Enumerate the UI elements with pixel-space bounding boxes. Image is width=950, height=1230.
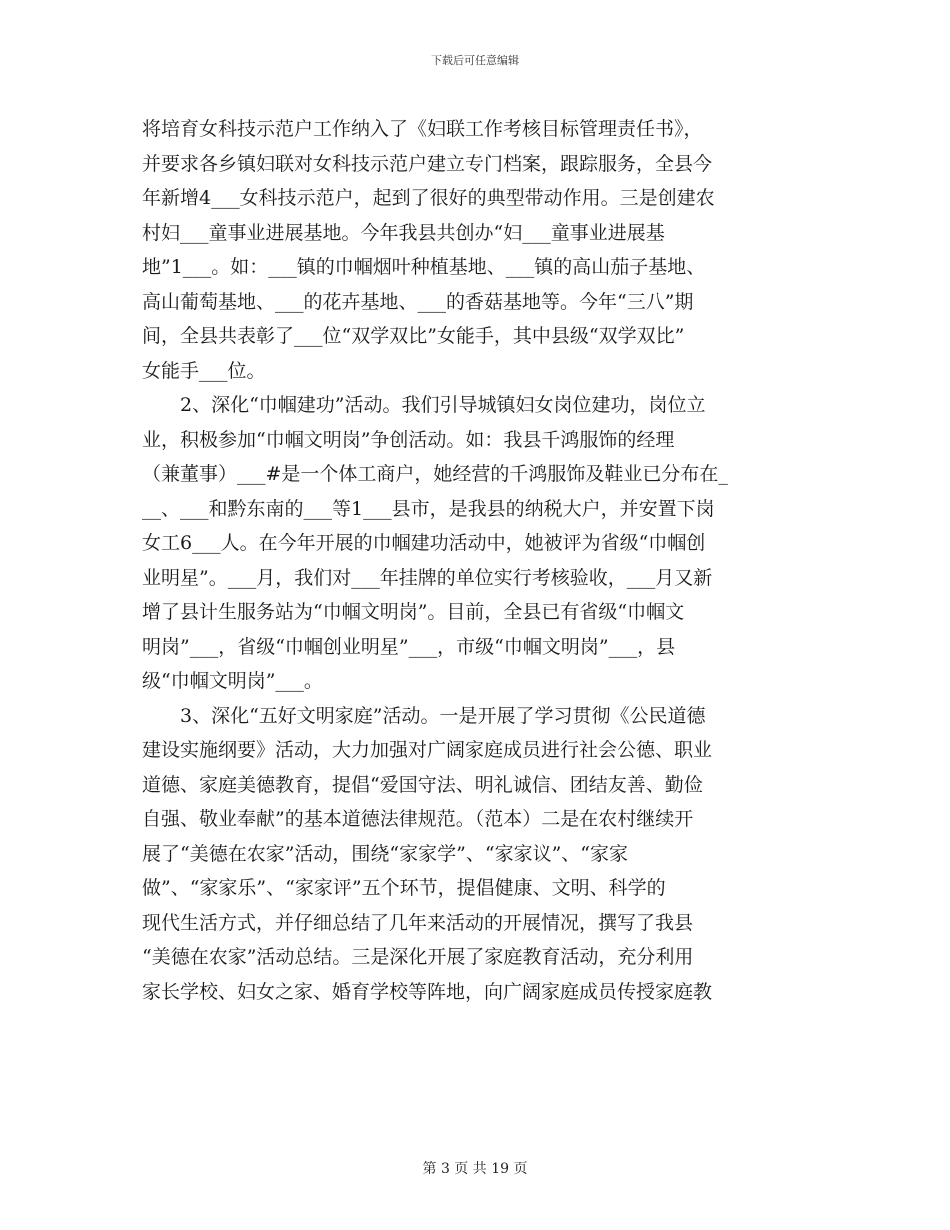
text-line: 高山葡萄基地、___的花卉基地、___的香菇基地等。今年“三八”期: [142, 290, 694, 313]
text-line: 女能手___位。: [142, 359, 266, 382]
text-line: 展了“美德在农家”活动，围绕“家家学”、“家家议”、“家家: [142, 842, 628, 865]
text-line: 年新增4___女科技示范户，起到了很好的典型带动作用。三是创建农: [142, 187, 715, 209]
text-line: 将培育女科技示范户工作纳入了《妇联工作考核目标管理责任书》，: [142, 118, 703, 140]
text-line: 并要求各乡镇妇联对女科技示范户建立专门档案，跟踪服务，全县今: [142, 152, 713, 175]
text-line: 女工6___人。在今年开展的巾帼建功活动中，她被评为省级“巾帼创: [142, 532, 706, 554]
text-line: 增了县计生服务站为“巾帼文明岗”。目前，全县已有省级“巾帼文: [142, 601, 685, 623]
paragraph-start-line: 3、深化“五好文明家庭”活动。一是开展了学习贯彻《公民道德: [180, 704, 706, 727]
text-line: “美德在农家”活动总结。三是深化开展了家庭教育活动，充分利用: [142, 946, 694, 968]
page-header: 下载后可任意编辑: [431, 54, 519, 67]
text-line: 现代生活方式，并仔细总结了几年来活动的开展情况，撰写了我县: [142, 911, 694, 934]
page-footer: 第 3 页 共 19 页: [422, 1161, 528, 1177]
text-line: 明岗”___，省级“巾帼创业明星”___，市级“巾帼文明岗”___，县: [142, 635, 676, 658]
document-body: [142, 112, 807, 1009]
text-line: 村妇___童事业进展基地。今年我县共创办“妇___童事业进展基: [142, 221, 665, 244]
paragraph-start-line: 2、深化“巾帼建功”活动。我们引导城镇妇女岗位建功，岗位立: [180, 394, 706, 416]
text-line: 家长学校、妇女之家、婚育学校等阵地，向广阔家庭成员传授家庭教: [142, 980, 713, 1003]
text-line: 自强、敬业奉献”的基本道德法律规范。（范本）二是在农村继续开: [142, 808, 694, 830]
text-line: 做”、“家家乐”、“家家评”五个环节，提倡健康、文明、科学的: [142, 877, 666, 899]
text-line: （兼董事）___#是一个体工商户，她经营的千鸿服饰及鞋业已分布在_: [142, 463, 728, 485]
text-line: 地”1___。如：___镇的巾帼烟叶种植基地、___镇的高山茄子基地、: [142, 256, 706, 278]
text-line: 业明星”。___月，我们对___年挂牌的单位实行考核验收，___月又新: [142, 566, 713, 589]
text-line: 业，积极参加“巾帼文明岗”争创活动。如：我县千鸿服饰的经理: [142, 428, 675, 451]
text-line: 间，全县共表彰了___位“双学双比”女能手，其中县级“双学双比”: [142, 325, 685, 347]
text-line: 道德、家庭美德教育，提倡“爱国守法、明礼诚信、团结友善、勤俭: [142, 773, 703, 796]
text-line: 建设实施纲要》活动，大力加强对广阔家庭成员进行社会公德、职业: [142, 739, 713, 761]
text-line: __、___和黔东南的___等1___县市，是我县的纳税大户，并安置下岗: [142, 497, 715, 520]
text-line: 级“巾帼文明岗”___。: [142, 670, 323, 692]
